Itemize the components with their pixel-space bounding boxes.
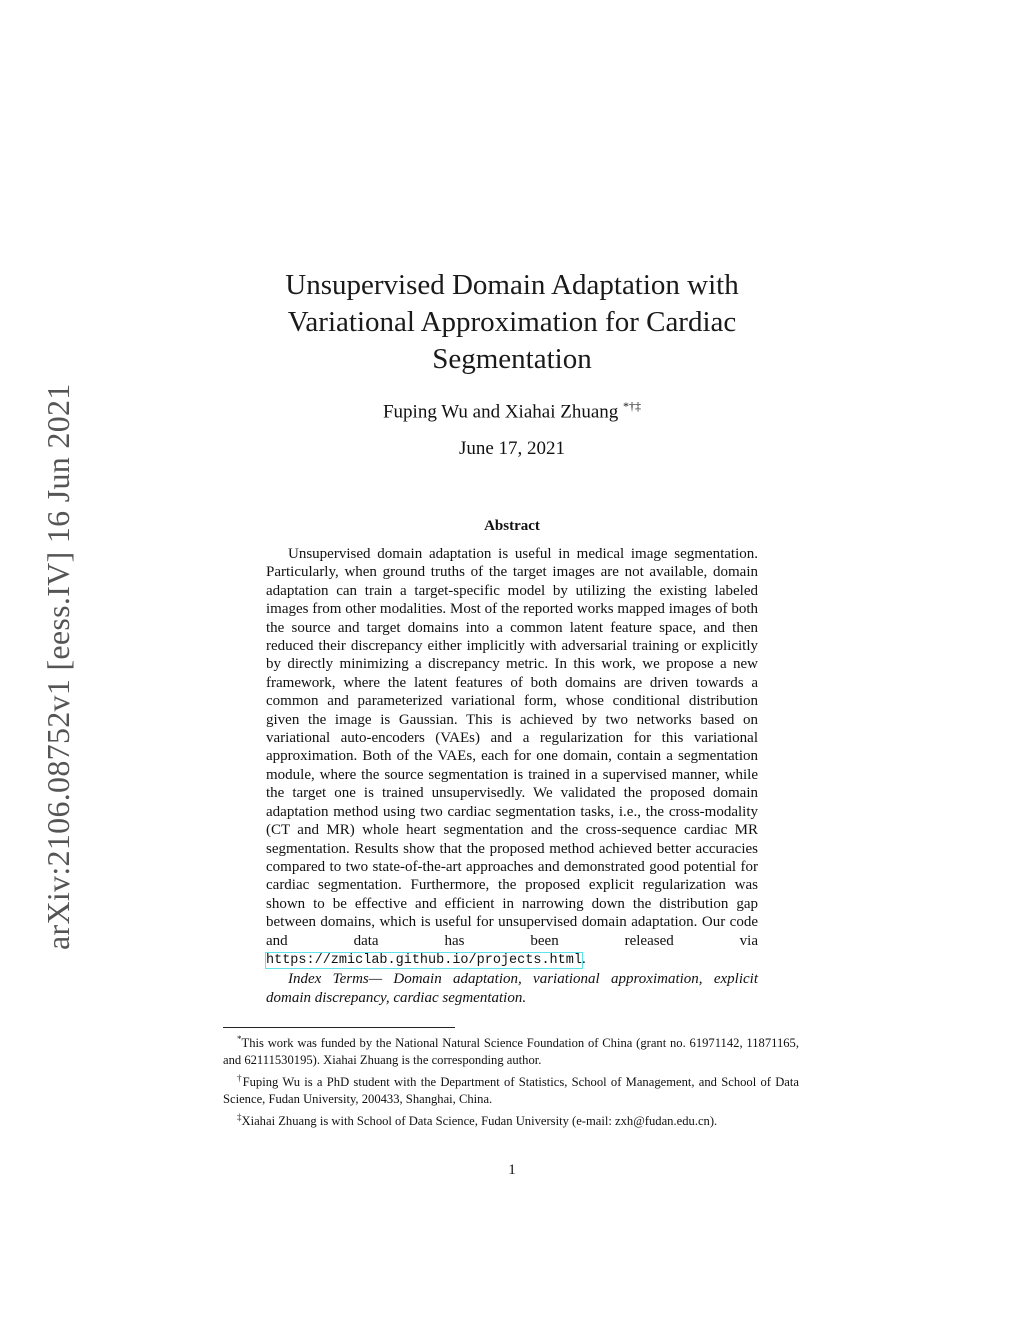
page-number: 1 (508, 1162, 516, 1178)
index-terms: Index Terms— Domain adaptation, variational approximation, explicit domain discrepancy, cardiac segmentation. (266, 971, 758, 1006)
footnotes (223, 1031, 799, 1131)
code-release-link[interactable]: https://zmiclab.github.io/projects.html (266, 952, 582, 968)
title-line-1: Unsupervised Domain Adaptation with (285, 269, 739, 301)
footnote-3-text: Xiahai Zhuang is with School of Data Science, Fudan University (e-mail: zxh@fudan.edu.cn). (241, 1113, 718, 1128)
footnote-2-text: Fuping Wu is a PhD student with the Department of Statistics, School of Management, and School of Data Science, Fudan University, 200433, Shanghai, China. (223, 1075, 799, 1106)
arxiv-sidebar-id: arXiv:2106.08752v1 [eess.IV] 16 Jun 2021 (40, 383, 76, 950)
footnote-mark-1: * (237, 1034, 242, 1044)
title-line-3: Segmentation (432, 343, 592, 375)
footnote-author-wu (223, 1070, 799, 1107)
abstract-heading: Abstract (484, 518, 540, 534)
footnote-rule (223, 1027, 455, 1028)
abstract-paragraph (266, 545, 758, 970)
abstract-body (266, 545, 758, 1007)
footnote-mark-2: † (237, 1072, 243, 1083)
author-footnote-marks: *†‡ (623, 399, 642, 413)
paper-title (0, 267, 1024, 378)
title-line-2: Variational Approximation for Cardiac (287, 306, 737, 338)
publication-date: June 17, 2021 (458, 438, 566, 459)
footnote-funding (223, 1031, 799, 1068)
author-list (0, 399, 1024, 423)
abstract-text: Unsupervised domain adaptation is useful in medical image segmentation. Particularly, when ground truths of the target images are not available, domain adaptation can train a target-specific model by utilizing the existing labeled images from other modalities. Most of the reported works mapped images of both the source and target domains into a common latent feature space, and then reduced their discrepancy either implicitly with adversarial training or explicitly by directly minimizing a discrepancy metric. In this work, we propose a new framework, where the latent features of both domains are driven towards a common and parameterized variational form, whose conditional distribution given the image is Gaussian. This is achieved by two networks based on variational auto-encoders (VAEs) and a regularization for this variational approximation. Both of the VAEs, each for one domain, contain a segmentation module, where the source segmentation is trained in a supervised manner, while the target one is trained unsupervisedly. We validated the proposed domain adaptation method using two cardiac segmentation tasks, i.e., the cross-modality (CT and MR) whole heart segmentation and the cross-sequence cardiac MR segmentation. Results show that the proposed method achieved better accuracies compared to two state-of-the-art approaches and demonstrated good potential for cardiac segmentation. Furthermore, the proposed explicit regularization was shown to be effective and efficient in narrowing down the distribution gap between domains, which is useful for unsupervised domain adaptation. Our code and data has been released via (266, 546, 758, 949)
footnote-author-zhuang (223, 1109, 799, 1130)
footnote-mark-3: ‡ (237, 1111, 242, 1122)
footnote-1-text: This work was funded by the National Natural Science Foundation of China (grant no. 61971142, 11871165, and 62111530195). Xiahai Zhuang is the corresponding author. (223, 1036, 799, 1067)
author-names: Fuping Wu and Xiahai Zhuang (382, 401, 624, 423)
abstract-end-punct: . (581, 950, 586, 967)
